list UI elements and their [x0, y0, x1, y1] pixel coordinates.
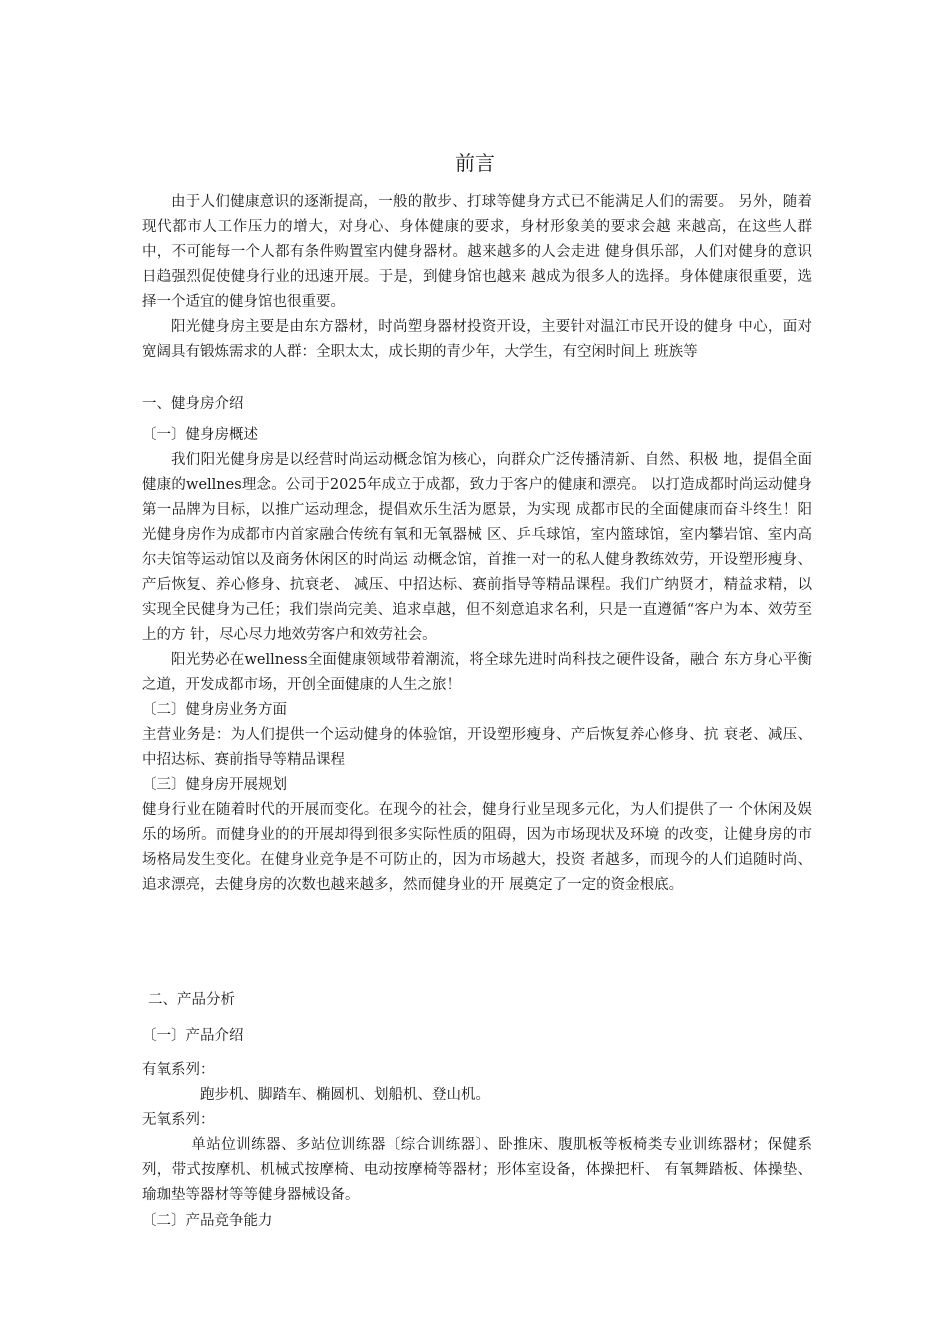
overview-paragraph-1: 我们阳光健身房是以经营时尚运动概念馆为核心，向群众广泛传播清新、自然、积极 地，提倡全面健康的wellnes理念。公司于2025年成立于成都，致力于客户的健康和漂亮。 以打造成都时尚运动健身第一品牌为目标，以推广运动理念，提倡欢乐生活为愿景，为实现 成都市民的全面健康而奋斗终生！阳光健身房作为成都市内首家融合传统有氧和无氧器械 区、乒乓球馆，室内篮球馆，室内攀岩馆、室内高尔夫馆等运动馆以及商务休闲区的时尚运 动概念馆，首推一对一的私人健身教练效劳，开设塑形瘦身、产后恢复、养心修身、抗衰老、 减压、中招达标、赛前指导等精品课程。我们广纳贤才，精益求精，以实现全民健身为己任；我们崇尚完美、追求卓越，但不刻意追求名利，只是一直遵循“客户为本、效劳至上的方 针，尽心尽力地效劳客户和效劳社会。 — [142, 452, 812, 643]
planning-paragraph: 健身行业在随着时代的开展而变化。在现今的社会，健身行业呈现多元化，为人们提供了一 个休闲及娱乐的场所。而健身业的的开展却得到很多实际性质的阻碍，因为市场现状及环境 的改变，让健身房的市场格局发生变化。在健身业竞争是不可防止的，因为市场越大，投资 者越多，而现今的人们追随时尚、追求漂亮，去健身房的次数也越来越多，然而健身业的开 展奠定了一定的资金根底。 — [142, 802, 812, 893]
section-1-sub-1-heading: 〔一〕健身房概述 — [142, 427, 258, 443]
preface-body — [142, 190, 812, 365]
section-1-sub-1 — [142, 423, 812, 898]
preface-paragraph-1: 由于人们健康意识的逐渐提高，一般的散步、打球等健身方式已不能满足人们的需要。 另外，随着现代都市人工作压力的增大，对身心、身体健康的要求，身材形象美的要求会越 来越高，在这些人群中，不可能每一个人都有条件购置室内健身器材。越来越多的人会走进 健身俱乐部，人们对健身的意识日趋强烈促使健身行业的迅速开展。于是，到健身馆也越来 越成为很多人的选择。身体健康很重要，选择一个适宜的健身馆也很重要。 — [142, 194, 812, 310]
section-1-heading: 一、健身房介绍 — [142, 396, 244, 412]
section-1-sub-2-heading: 〔二〕健身房业务方面 — [142, 702, 287, 718]
business-paragraph: 主营业务是：为人们提供一个运动健身的体验馆，开设塑形瘦身、产后恢复养心修身、抗 衰老、减压、中招达标、赛前指导等精品课程 — [142, 727, 812, 768]
overview-paragraph-2: 阳光势必在wellness全面健康领域带着潮流，将全球先进时尚科技之硬件设备，融合 东方身心平衡之道，开发成都市场，开创全面健康的人生之旅！ — [142, 652, 812, 693]
preface-title: 前言 — [455, 151, 495, 175]
section-2-sub-1-heading: 〔一〕产品介绍 — [142, 1028, 244, 1044]
anaerobic-items: 单站位训练器、多站位训练器〔综合训练器〕、卧推床、腹肌板等板椅类专业训练器材；保健系列，带式按摩机、机械式按摩椅、电动按摩椅等器材；形体室设备，体操把杆、 有氧舞踏板、体操垫、瑜珈垫等器材等等健身器械设备。 — [142, 1137, 812, 1203]
section-2-sub-2-heading: 〔二〕产品竞争能力 — [142, 1213, 273, 1229]
section-1 — [142, 392, 812, 417]
section-2-heading: 二、产品分析 — [148, 992, 235, 1008]
aerobic-label: 有氧系列： — [142, 1062, 215, 1078]
section-2-sub-1 — [142, 1024, 812, 1049]
section-2 — [148, 988, 818, 1013]
preface-paragraph-2: 阳光健身房主要是由东方器材，时尚塑身器材投资开设，主要针对温江市民开设的健身 中心，面对宽阔具有锻炼需求的人群：全职太太，成长期的青少年，大学生，有空闲时间上 班族等 — [142, 319, 812, 360]
section-2-sub-2 — [142, 1209, 812, 1234]
anaerobic-label: 无氧系列： — [142, 1112, 215, 1128]
section-1-sub-3-heading: 〔三〕健身房开展规划 — [142, 777, 287, 793]
aerobic-items: 跑步机、脚踏车、椭圆机、划船机、登山机。 — [200, 1087, 490, 1103]
product-list — [142, 1058, 812, 1208]
